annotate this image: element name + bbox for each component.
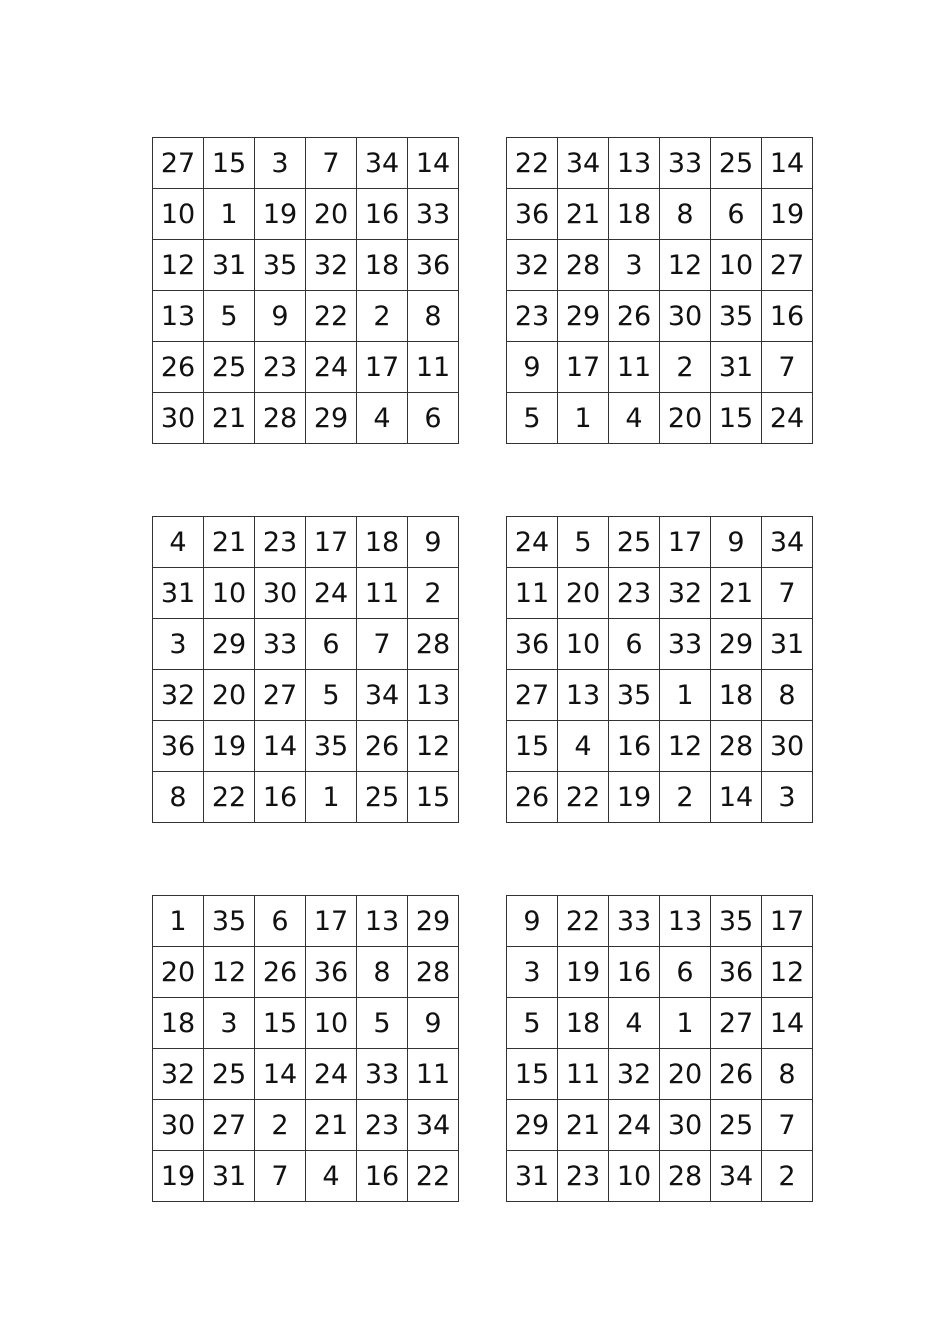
grid-cell: 8 [762, 670, 813, 721]
grid-cell: 12 [408, 721, 459, 772]
grid-cell: 18 [711, 670, 762, 721]
grid-cell: 15 [204, 138, 255, 189]
grid-cell: 12 [660, 240, 711, 291]
grid-cell: 32 [660, 568, 711, 619]
grid-cell: 36 [153, 721, 204, 772]
grid-cell: 22 [558, 772, 609, 823]
grid-cell: 36 [408, 240, 459, 291]
grid-cell: 26 [255, 947, 306, 998]
grid-cell: 2 [408, 568, 459, 619]
grid-row [507, 568, 813, 619]
grid-cell: 11 [558, 1049, 609, 1100]
grid-cell: 22 [204, 772, 255, 823]
grid-cell: 5 [507, 393, 558, 444]
grid-row [507, 393, 813, 444]
grid-cell: 18 [558, 998, 609, 1049]
grid-cell: 19 [204, 721, 255, 772]
grid-cell: 20 [558, 568, 609, 619]
grid-cell: 20 [660, 1049, 711, 1100]
grid-cell: 7 [762, 1100, 813, 1151]
number-grid-3 [152, 516, 459, 823]
grid-cell: 14 [255, 721, 306, 772]
grid-cell: 17 [357, 342, 408, 393]
grid-cell: 6 [609, 619, 660, 670]
grid-cell: 28 [660, 1151, 711, 1202]
grid-cell: 14 [255, 1049, 306, 1100]
grid-cell: 29 [408, 896, 459, 947]
grid-row [507, 1100, 813, 1151]
grid-row [153, 138, 459, 189]
grid-cell: 14 [762, 138, 813, 189]
grid-cell: 5 [558, 517, 609, 568]
grid-cell: 1 [204, 189, 255, 240]
grid-cell: 31 [507, 1151, 558, 1202]
grid-cell: 16 [609, 947, 660, 998]
grid-cell: 29 [711, 619, 762, 670]
grid-cell: 33 [408, 189, 459, 240]
grid-cell: 27 [204, 1100, 255, 1151]
grid-row [507, 1151, 813, 1202]
grid-cell: 19 [762, 189, 813, 240]
grid-cell: 5 [204, 291, 255, 342]
grid-cell: 5 [306, 670, 357, 721]
grid-cell: 32 [153, 670, 204, 721]
grid-cell: 10 [558, 619, 609, 670]
grid-row [507, 517, 813, 568]
grid-cell: 7 [306, 138, 357, 189]
grid-cell: 15 [255, 998, 306, 1049]
grid-cell: 4 [609, 998, 660, 1049]
grid-cell: 23 [507, 291, 558, 342]
grid-row [507, 998, 813, 1049]
grid-cell: 31 [762, 619, 813, 670]
grid-row [153, 240, 459, 291]
grid-cell: 28 [711, 721, 762, 772]
grid-cell: 11 [609, 342, 660, 393]
grid-cell: 8 [762, 1049, 813, 1100]
grid-cell: 12 [660, 721, 711, 772]
grid-cell: 23 [357, 1100, 408, 1151]
grid-row [507, 1049, 813, 1100]
grid-row [153, 342, 459, 393]
grid-cell: 21 [711, 568, 762, 619]
grid-cell: 34 [408, 1100, 459, 1151]
grid-cell: 24 [306, 568, 357, 619]
grid-cell: 35 [306, 721, 357, 772]
grid-cell: 27 [762, 240, 813, 291]
grid-cell: 23 [255, 342, 306, 393]
grid-cell: 25 [204, 342, 255, 393]
grid-cell: 32 [609, 1049, 660, 1100]
grid-cell: 16 [357, 1151, 408, 1202]
grid-cell: 33 [255, 619, 306, 670]
grid-cell: 15 [507, 1049, 558, 1100]
grid-cell: 5 [507, 998, 558, 1049]
grid-cell: 21 [558, 1100, 609, 1151]
grid-cell: 31 [204, 240, 255, 291]
grid-cell: 25 [711, 138, 762, 189]
grid-cell: 22 [558, 896, 609, 947]
grid-row [153, 1049, 459, 1100]
number-grid-2 [506, 137, 813, 444]
grid-cell: 18 [357, 517, 408, 568]
grid-cell: 32 [153, 1049, 204, 1100]
grid-cell: 20 [153, 947, 204, 998]
grid-cell: 18 [153, 998, 204, 1049]
grid-cell: 27 [711, 998, 762, 1049]
grid-cell: 36 [306, 947, 357, 998]
grid-cell: 35 [255, 240, 306, 291]
grid-cell: 24 [507, 517, 558, 568]
grid-cell: 14 [762, 998, 813, 1049]
grid-cell: 28 [558, 240, 609, 291]
number-grid-1 [152, 137, 459, 444]
grid-cell: 1 [660, 670, 711, 721]
grid-row [153, 1100, 459, 1151]
grid-cell: 11 [408, 342, 459, 393]
grid-row [153, 896, 459, 947]
grid-cell: 28 [255, 393, 306, 444]
grid-cell: 8 [153, 772, 204, 823]
grid-cell: 13 [558, 670, 609, 721]
grid-row [507, 189, 813, 240]
grid-cell: 29 [507, 1100, 558, 1151]
grid-cell: 25 [711, 1100, 762, 1151]
grid-cell: 11 [507, 568, 558, 619]
grid-row [153, 670, 459, 721]
grid-cell: 36 [507, 189, 558, 240]
grid-row [153, 189, 459, 240]
grid-cell: 14 [711, 772, 762, 823]
grid-cell: 36 [507, 619, 558, 670]
grid-cell: 13 [408, 670, 459, 721]
grid-row [153, 619, 459, 670]
grid-row [153, 947, 459, 998]
grid-row [153, 568, 459, 619]
grid-cell: 3 [609, 240, 660, 291]
grid-cell: 6 [408, 393, 459, 444]
grid-cell: 35 [204, 896, 255, 947]
grid-row [153, 772, 459, 823]
grid-cell: 26 [609, 291, 660, 342]
grid-cell: 7 [255, 1151, 306, 1202]
grid-cell: 35 [711, 291, 762, 342]
grid-cell: 24 [306, 1049, 357, 1100]
grid-cell: 4 [153, 517, 204, 568]
grid-cell: 12 [762, 947, 813, 998]
grid-cell: 32 [306, 240, 357, 291]
grid-cell: 30 [660, 291, 711, 342]
grid-cell: 23 [558, 1151, 609, 1202]
grid-cell: 29 [204, 619, 255, 670]
grid-cell: 27 [255, 670, 306, 721]
grid-cell: 15 [408, 772, 459, 823]
grid-cell: 18 [609, 189, 660, 240]
grid-cell: 7 [357, 619, 408, 670]
grid-cell: 6 [711, 189, 762, 240]
grid-cell: 36 [711, 947, 762, 998]
grid-cell: 25 [204, 1049, 255, 1100]
grid-cell: 21 [204, 393, 255, 444]
grid-row [153, 1151, 459, 1202]
grid-cell: 26 [711, 1049, 762, 1100]
grid-cell: 17 [660, 517, 711, 568]
grid-cell: 8 [408, 291, 459, 342]
grid-cell: 13 [660, 896, 711, 947]
grid-cell: 9 [408, 998, 459, 1049]
grid-cell: 3 [255, 138, 306, 189]
grid-cell: 27 [153, 138, 204, 189]
grid-cell: 2 [357, 291, 408, 342]
grid-cell: 17 [558, 342, 609, 393]
grid-cell: 13 [357, 896, 408, 947]
grid-cell: 15 [507, 721, 558, 772]
grid-row [507, 619, 813, 670]
grid-cell: 3 [507, 947, 558, 998]
grid-cell: 10 [306, 998, 357, 1049]
grid-row [153, 517, 459, 568]
grid-cell: 21 [306, 1100, 357, 1151]
grid-cell: 30 [762, 721, 813, 772]
grid-cell: 17 [762, 896, 813, 947]
grid-cell: 34 [762, 517, 813, 568]
grid-cell: 14 [408, 138, 459, 189]
grid-cell: 30 [153, 393, 204, 444]
grid-cell: 26 [357, 721, 408, 772]
grid-cell: 4 [357, 393, 408, 444]
grid-cell: 24 [609, 1100, 660, 1151]
grid-cell: 31 [711, 342, 762, 393]
grid-cell: 32 [507, 240, 558, 291]
grid-cell: 1 [558, 393, 609, 444]
grid-row [153, 393, 459, 444]
grid-cell: 34 [711, 1151, 762, 1202]
grid-row [507, 896, 813, 947]
grid-row [507, 670, 813, 721]
grid-cell: 5 [357, 998, 408, 1049]
grid-cell: 10 [204, 568, 255, 619]
grid-cell: 25 [357, 772, 408, 823]
grid-cell: 28 [408, 619, 459, 670]
grid-cell: 9 [408, 517, 459, 568]
grid-cell: 8 [660, 189, 711, 240]
grid-cell: 10 [711, 240, 762, 291]
grid-cell: 26 [507, 772, 558, 823]
grid-cell: 20 [306, 189, 357, 240]
number-grid-6 [506, 895, 813, 1202]
grid-cell: 9 [255, 291, 306, 342]
grid-cell: 6 [306, 619, 357, 670]
grid-cell: 9 [507, 342, 558, 393]
grid-row [507, 721, 813, 772]
grid-cell: 25 [609, 517, 660, 568]
grid-cell: 21 [558, 189, 609, 240]
grid-row [153, 721, 459, 772]
grid-cell: 30 [660, 1100, 711, 1151]
grid-cell: 3 [204, 998, 255, 1049]
grid-cell: 12 [204, 947, 255, 998]
grid-cell: 19 [609, 772, 660, 823]
grid-row [507, 342, 813, 393]
grid-cell: 29 [558, 291, 609, 342]
grid-cell: 17 [306, 517, 357, 568]
grid-cell: 4 [609, 393, 660, 444]
number-grid-4 [506, 516, 813, 823]
grid-cell: 6 [660, 947, 711, 998]
grid-cell: 18 [357, 240, 408, 291]
grid-cell: 6 [255, 896, 306, 947]
grid-cell: 19 [153, 1151, 204, 1202]
grid-cell: 33 [660, 138, 711, 189]
grid-row [507, 947, 813, 998]
grid-cell: 16 [255, 772, 306, 823]
grid-cell: 2 [255, 1100, 306, 1151]
grid-cell: 12 [153, 240, 204, 291]
grid-cell: 21 [204, 517, 255, 568]
grid-cell: 4 [306, 1151, 357, 1202]
grid-cell: 1 [306, 772, 357, 823]
grid-cell: 30 [153, 1100, 204, 1151]
grid-row [153, 291, 459, 342]
grid-cell: 9 [507, 896, 558, 947]
grid-cell: 4 [558, 721, 609, 772]
grid-cell: 29 [306, 393, 357, 444]
grid-cell: 3 [762, 772, 813, 823]
grid-cell: 16 [609, 721, 660, 772]
grid-cell: 22 [306, 291, 357, 342]
grid-cell: 15 [711, 393, 762, 444]
grid-cell: 34 [558, 138, 609, 189]
number-grid-5 [152, 895, 459, 1202]
grid-cell: 8 [357, 947, 408, 998]
grid-cell: 34 [357, 138, 408, 189]
grid-cell: 26 [153, 342, 204, 393]
grid-cell: 19 [255, 189, 306, 240]
grid-cell: 7 [762, 568, 813, 619]
grid-cell: 13 [609, 138, 660, 189]
grid-row [507, 772, 813, 823]
grid-cell: 1 [660, 998, 711, 1049]
grid-cell: 20 [204, 670, 255, 721]
grid-cell: 19 [558, 947, 609, 998]
grid-cell: 16 [357, 189, 408, 240]
grid-cell: 27 [507, 670, 558, 721]
grid-cell: 33 [660, 619, 711, 670]
grid-cell: 23 [609, 568, 660, 619]
grid-cell: 20 [660, 393, 711, 444]
grid-cell: 2 [660, 772, 711, 823]
grid-cell: 11 [408, 1049, 459, 1100]
grid-cell: 34 [357, 670, 408, 721]
grid-cell: 23 [255, 517, 306, 568]
grid-cell: 1 [153, 896, 204, 947]
grid-cell: 31 [153, 568, 204, 619]
grid-cell: 24 [306, 342, 357, 393]
grid-cell: 10 [153, 189, 204, 240]
grid-cell: 9 [711, 517, 762, 568]
grid-row [153, 998, 459, 1049]
grid-row [507, 240, 813, 291]
grid-cell: 35 [711, 896, 762, 947]
grid-cell: 30 [255, 568, 306, 619]
grid-cell: 24 [762, 393, 813, 444]
grid-cell: 2 [660, 342, 711, 393]
grid-cell: 3 [153, 619, 204, 670]
grid-row [507, 291, 813, 342]
grid-cell: 33 [357, 1049, 408, 1100]
grid-cell: 2 [762, 1151, 813, 1202]
grid-cell: 16 [762, 291, 813, 342]
grid-cell: 7 [762, 342, 813, 393]
grid-cell: 13 [153, 291, 204, 342]
grid-cell: 33 [609, 896, 660, 947]
grid-cell: 22 [507, 138, 558, 189]
grid-cell: 35 [609, 670, 660, 721]
grid-cell: 28 [408, 947, 459, 998]
grid-cell: 31 [204, 1151, 255, 1202]
grid-cell: 11 [357, 568, 408, 619]
grid-cell: 10 [609, 1151, 660, 1202]
grid-cell: 22 [408, 1151, 459, 1202]
grid-cell: 17 [306, 896, 357, 947]
grid-row [507, 138, 813, 189]
